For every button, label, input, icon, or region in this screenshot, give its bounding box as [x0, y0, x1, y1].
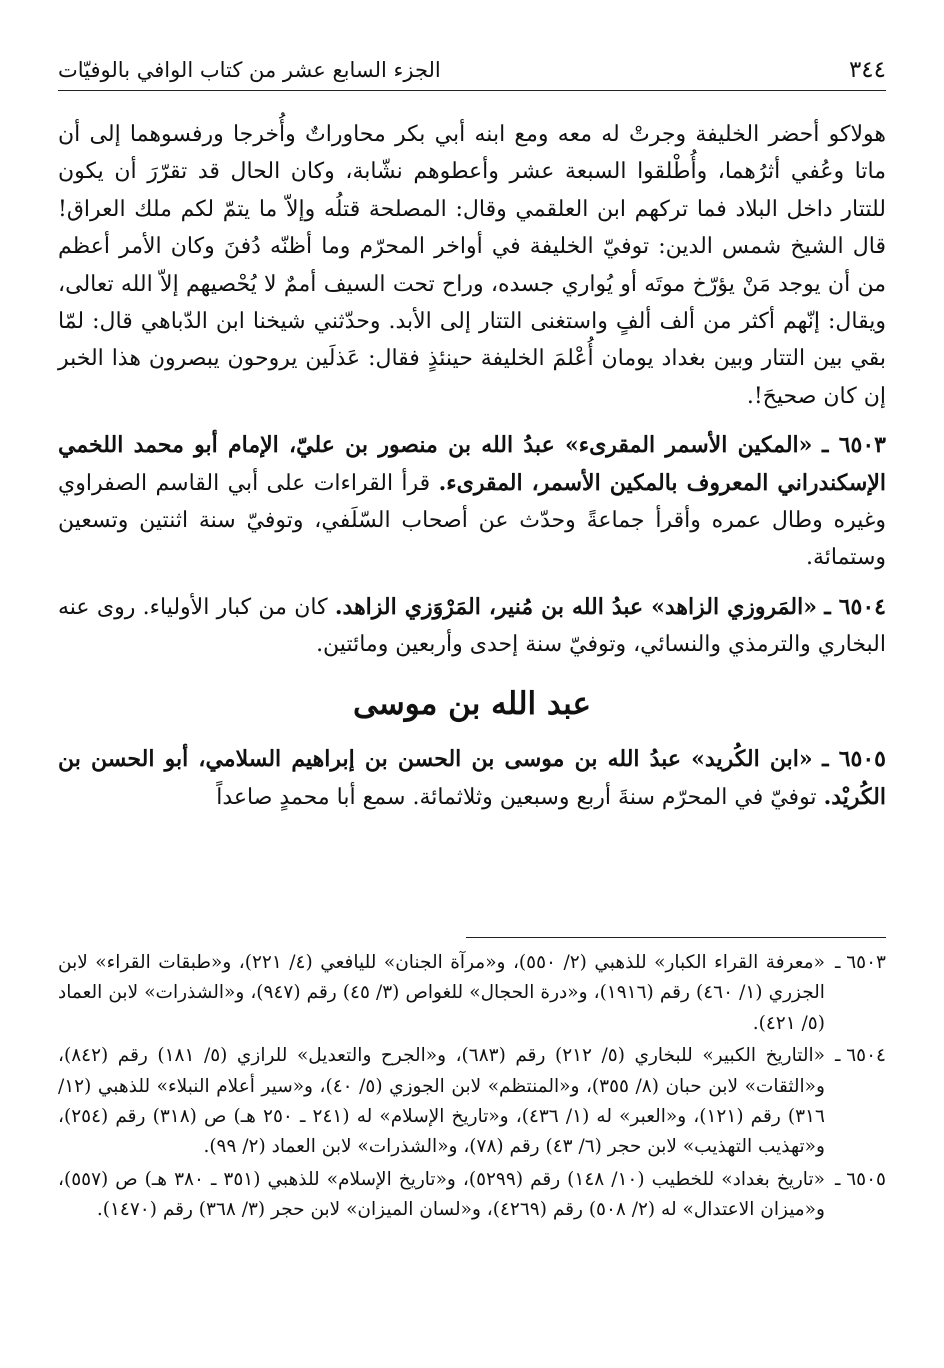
entry-6505 — [58, 741, 886, 816]
entry-number: ٦٥٠٥ ـ — [822, 746, 886, 773]
entry-6503 — [58, 427, 886, 577]
footnotes — [58, 948, 886, 1228]
footnote-number: ٦٥٠٥ ـ — [834, 1168, 886, 1190]
entry-text: كان من كبار الأولياء. روى عنه البخاري والترمذي والنسائي، وتوفيّ سنة إحدى وأربعين ومائتين. — [58, 594, 886, 658]
footnote-6503 — [58, 948, 886, 1039]
footnote-divider — [466, 937, 886, 938]
running-header — [58, 50, 886, 91]
page-number: ٣٤٤ — [848, 57, 886, 83]
footnote-number: ٦٥٠٤ ـ — [834, 1045, 886, 1067]
footnote-6504 — [58, 1041, 886, 1163]
entry-title: «ابن الكُريد» عبدُ الله بن موسى بن الحسن بن إبراهيم السلامي، أبو الحسن بن الكُريْد. — [58, 746, 886, 810]
footnote-text: «معرفة القراء الكبار» للذهبي (٢/ ٥٥٠)، و«مرآة الجنان» لليافعي (٤/ ٢٢١)، و«طبقات القراء» لابن الجزري (١/ ٤٦٠) رقم (١٩١٦)، و«درة الحجال» للغواص (٣/ ٤٥) رقم (٩٤٧)، و«الشذرات» لابن العماد (٥/ ٤٢١). — [58, 952, 825, 1034]
entry-6504 — [58, 589, 886, 664]
footnote-number: ٦٥٠٣ ـ — [834, 952, 886, 973]
entry-title: «المَروزي الزاهد» عبدُ الله بن مُنير، المَرْوَزي الزاهد. — [334, 593, 817, 620]
main-text — [58, 116, 886, 816]
intro-paragraph: هولاكو أحضر الخليفة وجرتْ له معه ومع ابنه أبي بكر محاوراتٌ وأُخرجا ورفسوهما إلى أن ماتا وعُفي أثرُهما، وأُطْلقوا السبعة عشر وأعطوهم نشّابة، وكان الحال قد تقرّرَ أن يكون للتتار داخل البلاد فما تركهم ابن العلقمي وقال: المصلحة قتلُه وإلاّ ما يتمّ لكم ملك العراق! قال الشيخ شمس الدين: توفيّ الخليفة في أواخر المحرّم وما أظنّه دُفنَ وكان الأمر أعظم من أن يوجد مَنْ يؤرّخ موتَه أو يُواري جسده، وراح تحت السيف أممٌ لا يُحْصيهم إلاّ الله تعالى، ويقال: إنّهم أكثر من ألف ألفٍ واستغنى التتار إلى الأبد. وحدّثني شيخنا ابن الدّباهي قال: لمّا بقي بين التتار وبين بغداد يومان أُعْلمَ الخليفة حينئذٍ فقال: عَذلَين يروحون يبصرون هذا الخبر إن كان صحيحَ!. — [58, 122, 886, 409]
footnote-text: «تاريخ بغداد» للخطيب (١٠/ ١٤٨) رقم (٥٢٩٩)، و«تاريخ الإسلام» للذهبي (٣٥١ ـ ٣٨٠ هـ) ص (٥٥٧)، و«ميزان الاعتدال» له (٢/ ٥٠٨) رقم (٤٢٦٩)، و«لسان الميزان» لابن حجر (٣/ ٣٦٨) رقم (١٤٧٠). — [58, 1168, 825, 1221]
section-heading: عبد الله بن موسى — [352, 685, 592, 722]
entry-text: توفيّ في المحرّم سنةَ أربع وسبعين وثلاثمائة. سمع أبا محمدٍ صاعداً — [216, 784, 817, 810]
entry-text: قرأ القراءات على أبي القاسم الصفراوي وغيره وطال عمره وأقرأ جماعةً وحدّث عن أصحاب السّلَفي، وتوفيّ سنة اثنتين وتسعين وستمائة. — [58, 470, 886, 571]
entry-number: ٦٥٠٣ ـ — [822, 432, 886, 459]
footnote-6505 — [58, 1165, 886, 1226]
entry-number: ٦٥٠٤ ـ — [824, 593, 886, 620]
footnote-text: «التاريخ الكبير» للبخاري (٥/ ٢١٢) رقم (٦٨٣)، و«الجرح والتعديل» للرازي (٥/ ١٨١) رقم (٨٤٢)، و«الثقات» لابن حبان (٨/ ٣٥٥)، و«المنتظم» لابن الجوزي (٥/ ٤٠)، و«سير أعلام النبلاء» للذهبي (١٢/ ٣١٦) رقم (١٢١)، و«العبر» له (١/ ٤٣٦)، و«تاريخ الإسلام» له (٢٤١ ـ ٢٥٠ هـ) ص (٣١٨) رقم (٢٥٤)، و«تهذيب التهذيب» لابن حجر (٦/ ٤٣) رقم (٧٨)، و«الشذرات» لابن العماد (٢/ ٩٩). — [58, 1045, 825, 1158]
running-title: الجزء السابع عشر من كتاب الوافي بالوفيّات — [58, 58, 441, 82]
entry-title: «المكين الأسمر المقرىء» عبدُ الله بن منصور بن عليّ، الإمام أبو محمد اللخمي الإسكندراني المعروف بالمكين الأسمر، المقرىء. — [58, 432, 886, 496]
